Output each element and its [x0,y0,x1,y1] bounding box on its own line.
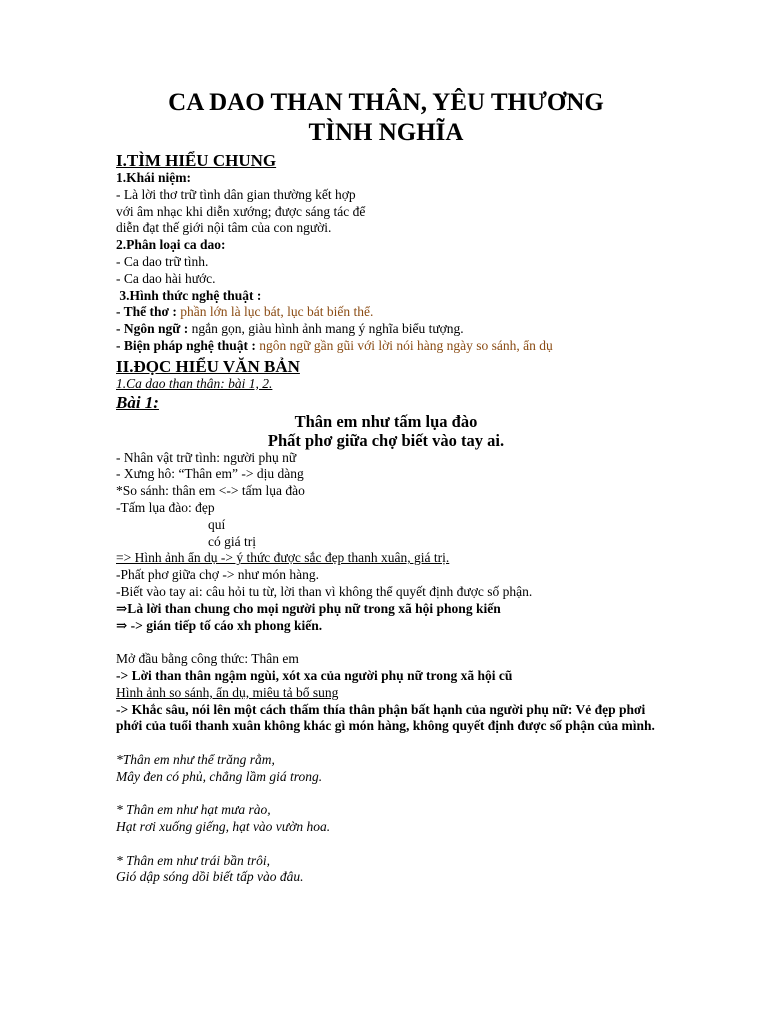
conclusion-line: ⇒Là lời than chung cho mọi người phụ nữ trong xã hội phong kiến [116,600,501,616]
lua-dao-attr: có giá trị [208,533,256,549]
poem-line: Mây đen có phủ, chẳng lầm giá trong. [116,768,323,784]
poem-line: Hạt rơi xuống giếng, hạt vào vườn hoa. [116,819,331,835]
conclusion-paragraph: -> Khắc sâu, nói lên một cách thấm thía thân phận bất hạnh của người phụ nữ: Vẻ đẹp phơi phới của tuổi thanh xuân không khác gì món hàng, không quyết định được số phận của mình. [116,701,655,734]
khai-niem-heading: 1.Khái niệm: [116,170,192,185]
ngon-ngu-line [116,321,656,338]
bien-phap-text: ngôn ngữ gần gũi với lời nói hàng ngày so sánh, ẩn dụ [255,337,553,353]
poem-line: * Thân em như trái bần trôi, [116,852,270,868]
khai-niem-text: - Là lời thơ trữ tình dân gian thường kết hợp với âm nhạc khi diễn xướng; được sáng tác để diễn đạt thế giới nội tâm của con người. [116,186,366,236]
conclusion-line: -> Lời than thân ngậm ngùi, xót xa của người phụ nữ trong xã hội cũ [116,667,513,683]
sub-heading: 1.Ca dao than thân: bài 1, 2. [116,375,273,391]
title-line-1: CA DAO THAN THÂN, YÊU THƯƠNG [168,89,604,116]
poem-line: Gió dập sóng dồi biết tấp vào đâu. [116,869,304,885]
verse-line-2: Phất phơ giữa chợ biết vào tay ai. [267,430,505,450]
analysis-line: -Phất phơ giữa chợ -> như món hàng. [116,567,319,583]
analysis-line: *So sánh: thân em <-> tấm lụa đào [116,483,305,499]
conclusion-line: ⇒ -> gián tiếp tố cáo xh phong kiến. [116,617,323,633]
hinh-thuc-heading: 3.Hình thức nghệ thuật : [116,287,262,303]
bien-phap-line [116,338,656,355]
ngon-ngu-text: ngắn gọn, giàu hình ảnh mang ý nghĩa biểu tượng. [188,321,464,337]
the-tho-text: phần lớn là lục bát, lục bát biến thể. [176,304,374,320]
lua-dao-attr: quí [208,516,226,532]
poem-line: * Thân em như hạt mưa rào, [116,802,271,818]
analysis-line: - Xưng hô: “Thân em” -> dịu dàng [116,466,304,482]
section-heading-1: I.TÌM HIỂU CHUNG [116,151,277,170]
title-line-2: TÌNH NGHĨA [308,119,464,146]
poem-line: *Thân em như thể trăng rằm, [116,751,275,767]
bien-phap-label: - Biện pháp nghệ thuật : [116,337,256,353]
verse-line-1: Thân em như tấm lụa đào [294,411,478,431]
document-page [116,88,656,886]
the-tho-line [116,304,656,321]
the-tho-label: - Thể thơ : [116,304,177,320]
phan-loai-heading: 2.Phân loại ca dao: [116,237,226,253]
analysis-line: -Tấm lụa đào: đẹp [116,499,215,515]
underline-line: Hình ảnh so sánh, ẩn dụ, miêu tả bổ sung [116,684,339,700]
phan-loai-item: - Ca dao trữ tình. [116,253,209,269]
bai-1-heading: Bài 1: [116,392,159,412]
phan-loai-item: - Ca dao hài hước. [116,270,216,286]
section-heading-2: II.ĐỌC HIỂU VĂN BẢN [116,356,300,376]
analysis-line: - Nhân vật trữ tình: người phụ nữ [116,449,297,465]
analysis-line: -Biết vào tay ai: câu hỏi tu từ, lời than vì không thể quyết định được số phận. [116,583,533,599]
ngon-ngu-label: - Ngôn ngữ : [116,321,189,337]
summary-line: => Hình ảnh ẩn dụ -> ý thức được sắc đẹp thanh xuân, giá trị. [116,550,450,566]
document-title [96,88,676,148]
mo-dau-line: Mở đầu bằng công thức: Thân em [116,651,299,667]
